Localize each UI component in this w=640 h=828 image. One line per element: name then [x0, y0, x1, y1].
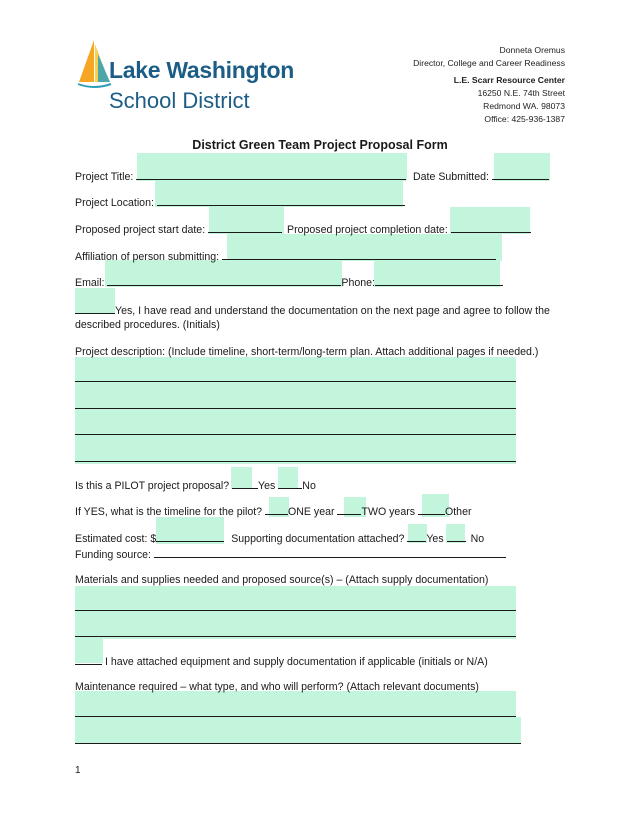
agreement-text-line1: Yes, I have read and understand the documentation on the next page and agree to follow the — [115, 305, 550, 317]
estimated-cost-line — [156, 530, 224, 542]
agreement-initials-line — [75, 302, 115, 314]
estimated-cost-row — [75, 530, 484, 546]
materials-line-1 — [75, 610, 516, 611]
pilot-no-label: No — [302, 480, 316, 492]
completion-date-label: Proposed project completion date: — [287, 224, 448, 236]
estimated-cost-label: Estimated cost: $ — [75, 533, 157, 545]
agreement-row — [75, 302, 550, 318]
contact-name: Donneta Oremus — [499, 45, 565, 55]
project-location-row — [75, 194, 405, 210]
docs-yes-line — [407, 530, 426, 542]
form-title: District Green Team Project Proposal Form — [192, 138, 448, 152]
project-title-line — [136, 168, 406, 180]
date-submitted-row — [413, 168, 549, 184]
start-date-line — [208, 221, 282, 233]
completion-date-line — [451, 221, 531, 233]
description-label: Project description: (Include timeline, short-term/long-term plan. Attach additional pages if needed.) — [75, 346, 539, 358]
equipment-initials-line — [75, 653, 102, 665]
funding-source-label: Funding source: — [75, 549, 151, 561]
phone-line — [375, 274, 503, 286]
project-title-label: Project Title: — [75, 171, 134, 183]
email-line — [107, 274, 341, 286]
pilot-yes-label: Yes — [258, 480, 276, 492]
logo-text-lake-washington: Lake Washington — [109, 57, 295, 83]
project-title-row — [75, 168, 406, 184]
timeline-question: If YES, what is the timeline for the pilot? — [75, 506, 263, 518]
project-location-label: Project Location: — [75, 197, 154, 209]
description-line-1 — [75, 381, 516, 382]
pilot-question: Is this a PILOT project proposal? — [75, 480, 230, 492]
address-line1: 16250 N.E. 74th Street — [477, 88, 565, 98]
materials-line-2 — [75, 636, 516, 637]
equipment-row — [75, 653, 488, 669]
timeline-two-years-line — [337, 503, 361, 515]
pilot-no-line — [278, 477, 302, 489]
contact-title: Director, College and Career Readiness — [413, 58, 565, 68]
pilot-yes-line — [232, 477, 258, 489]
completion-date-row — [287, 221, 531, 237]
equipment-label: I have attached equipment and supply documentation if applicable (initials or N/A) — [104, 656, 488, 668]
docs-no-label: No — [470, 533, 485, 545]
timeline-two-years-label: TWO years — [361, 506, 416, 518]
start-date-label: Proposed project start date: — [75, 224, 206, 236]
pilot-row — [75, 477, 316, 493]
maintenance-field-2[interactable] — [75, 717, 521, 744]
description-line-2 — [75, 408, 516, 409]
office-phone: Office: 425-936-1387 — [484, 114, 565, 124]
docs-yes-label: Yes — [426, 533, 444, 545]
date-submitted-label: Date Submitted: — [413, 171, 489, 183]
timeline-row — [75, 503, 472, 519]
page-number: 1 — [75, 765, 81, 776]
supporting-docs-label: Supporting documentation attached? — [231, 533, 405, 545]
sailboat-icon — [76, 38, 112, 94]
materials-label: Materials and supplies needed and proposed source(s) – (Attach supply documentation) — [75, 574, 489, 586]
affiliation-label: Affiliation of person submitting: — [75, 251, 220, 263]
maintenance-field-1[interactable] — [75, 691, 516, 717]
timeline-one-year-line — [265, 503, 288, 515]
docs-no-line — [447, 530, 466, 542]
affiliation-row — [75, 248, 496, 264]
start-date-row — [75, 221, 282, 237]
affiliation-line — [222, 248, 496, 260]
timeline-other-label: Other — [445, 506, 472, 518]
materials-field[interactable] — [75, 586, 516, 639]
logo-text-school-district: School District — [109, 88, 250, 113]
timeline-one-year-label: ONE year — [288, 506, 335, 518]
description-line-4 — [75, 461, 516, 462]
address-line2: Redmond WA. 98073 — [483, 101, 565, 111]
timeline-other-line — [418, 503, 445, 515]
maintenance-line-1 — [75, 716, 516, 717]
funding-source-line — [154, 546, 506, 558]
phone-label: Phone: — [341, 277, 375, 289]
date-submitted-line — [492, 168, 549, 180]
project-location-line — [157, 194, 405, 206]
maintenance-label: Maintenance required – what type, and who will perform? (Attach relevant documents) — [75, 681, 479, 693]
email-row — [75, 274, 503, 290]
description-line-3 — [75, 434, 516, 435]
center-name: L.E. Scarr Resource Center — [453, 75, 565, 85]
agreement-text-line2: described procedures. (Initials) — [75, 319, 220, 331]
email-label: Email: — [75, 277, 105, 289]
maintenance-line-2 — [75, 743, 521, 744]
funding-source-row — [75, 546, 506, 562]
project-description-field[interactable] — [75, 357, 516, 464]
